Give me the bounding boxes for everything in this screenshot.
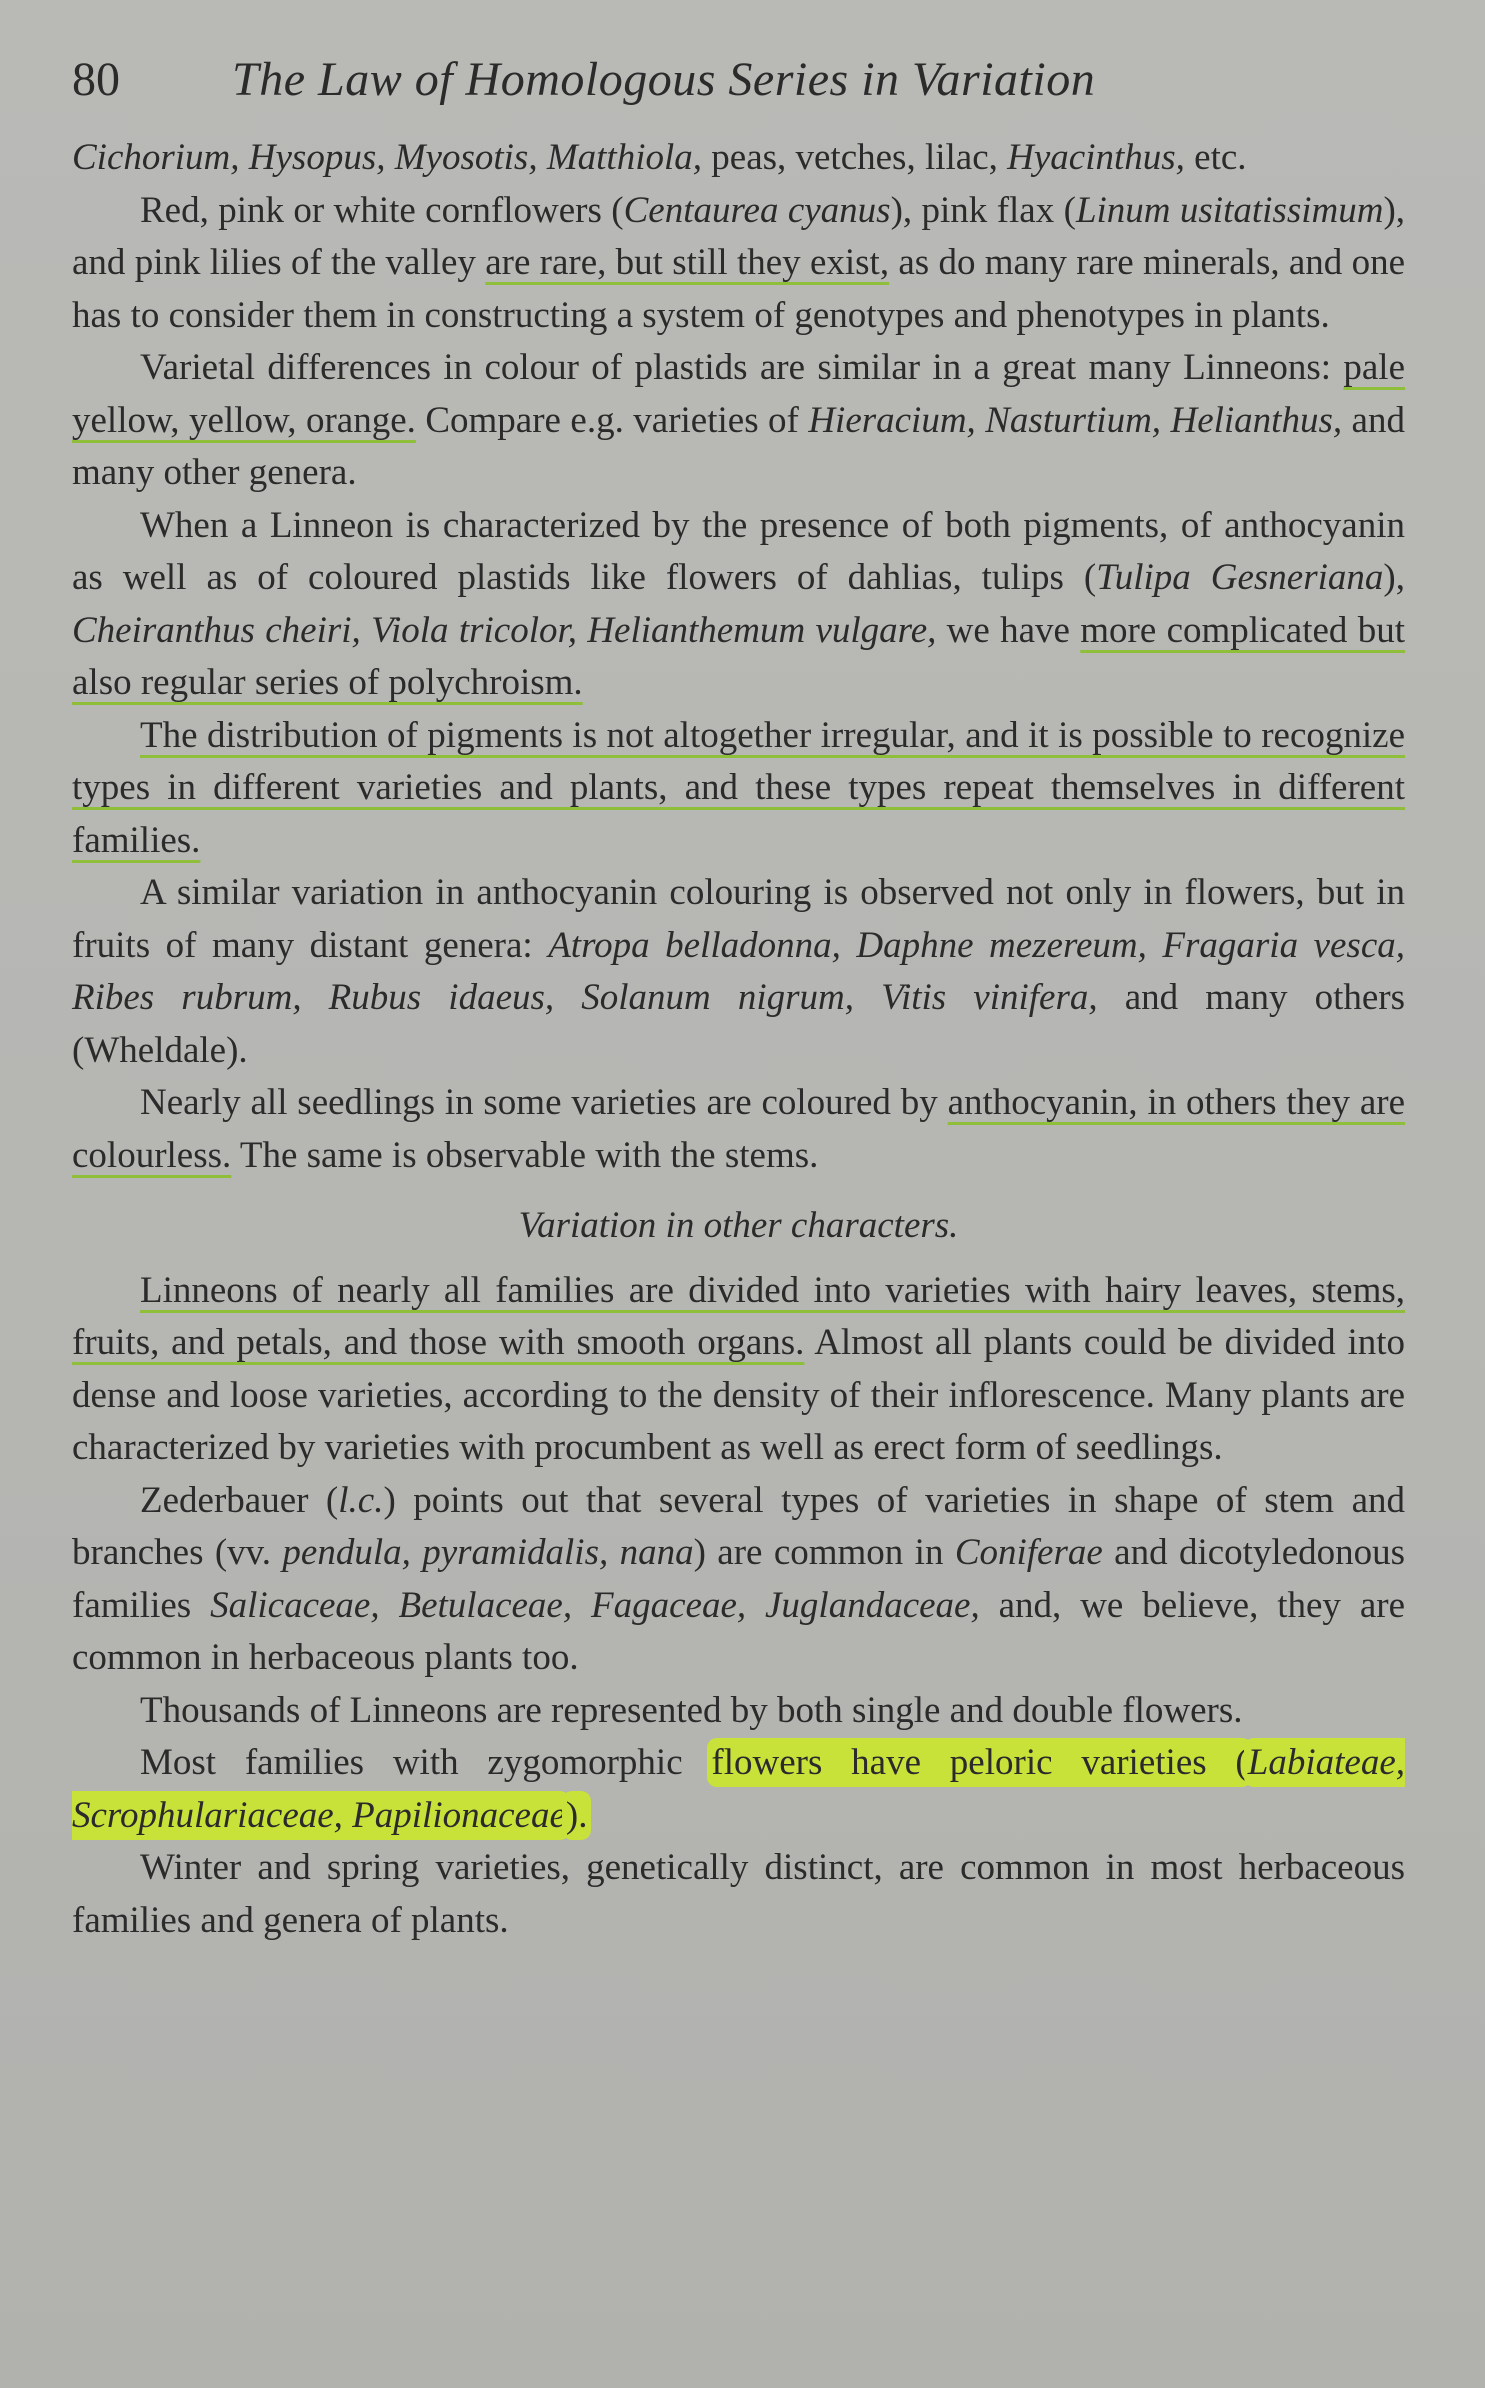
text-segment: and, we believe, they are common in herbaceous plants too.: [72, 1584, 1405, 1678]
text-segment: and dicotyledonous families: [72, 1532, 1406, 1626]
paragraph-p1: [72, 132, 1405, 185]
text-segment: Cheiranthus cheiri, Viola tricolor, Helianthemum vulgare,: [72, 609, 937, 651]
text-segment: A similar variation in anthocyanin colouring is observed not only in flowers, but in fruits of many distant genera:: [72, 872, 1405, 966]
text-segment: anthocyanin, in others they are colourless.: [72, 1082, 1405, 1176]
text-segment: Hieracium, Nasturtium, Helianthus,: [808, 399, 1343, 441]
text-segment: Tulipa Gesneriana: [1096, 557, 1384, 598]
text-segment: and many others (Wheldale).: [72, 977, 1406, 1071]
body-text: [72, 132, 1405, 1947]
section-heading: Variation in other characters.: [518, 1205, 959, 1246]
text-segment: ) points out that several types of varieties in shape of stem and branches (vv.: [72, 1479, 1405, 1573]
text-segment: Labiateae, Scrophulariaceae, Papilionaceae: [72, 1742, 1405, 1836]
running-title: The Law of Homologous Series in Variation: [232, 53, 1096, 106]
paragraphs-part-2: [72, 1265, 1405, 1948]
text-segment: Varietal differences in colour of plastids are similar in a great many Linneons:: [140, 347, 1344, 388]
paragraph-p11: [72, 1737, 1405, 1842]
text-segment: Cichorium, Hysopus, Myosotis, Matthiola,: [72, 137, 703, 178]
text-segment: as do many rare minerals, and one has to consider them in constructing a system of genotypes and phenotypes in plants.: [72, 242, 1405, 336]
text-segment: pendula, pyramidalis, nana: [282, 1532, 694, 1573]
text-segment: ),: [1383, 557, 1405, 598]
text-segment: Compare e.g. varieties of: [415, 399, 809, 441]
text-segment: l.c.: [338, 1479, 384, 1521]
text-segment: and many other genera.: [72, 399, 1405, 493]
paragraph-p4: [72, 500, 1405, 710]
text-segment: ), and pink lilies of the valley: [72, 189, 1406, 283]
text-segment: are rare, but still they exist,: [485, 242, 890, 283]
page-header: [72, 52, 1405, 114]
text-segment: Zederbauer (: [140, 1479, 339, 1521]
text-segment: Thousands of Linneons are represented by both single and double flowers.: [140, 1689, 1243, 1731]
paragraph-p2: [72, 185, 1405, 343]
text-segment: flowers have peloric varieties (: [711, 1742, 1248, 1783]
text-segment: The distribution of pigments is not altogether irregular, and it is possible to recognize types in different varieties and plants, and these types repeat themselves in different families.: [72, 714, 1405, 861]
text-segment: Hyacinthus,: [1007, 137, 1185, 178]
text-segment: pale yellow, yellow, orange.: [72, 347, 1405, 441]
paragraph-p7: [72, 1077, 1405, 1182]
paragraph-p5: [72, 710, 1405, 868]
text-segment: Winter and spring varieties, genetically distinct, are common in most herbaceous families and genera of plants.: [72, 1847, 1405, 1941]
text-segment: ) are common in: [693, 1532, 955, 1573]
text-segment: Linneons of nearly all families are divided into varieties with hairy leaves, stems, fruits, and petals, and those with smooth organs.: [72, 1269, 1405, 1363]
text-segment: more complicated but also regular series of polychroism.: [72, 609, 1405, 703]
text-segment: Atropa belladonna, Daphne mezereum, Fragaria vesca, Ribes rubrum, Rubus idaeus, Solanum nigrum, Vitis vinifera,: [72, 924, 1406, 1018]
paragraph-p8: [72, 1265, 1405, 1475]
text-segment: etc.: [1184, 137, 1247, 178]
paragraph-p12: [72, 1842, 1405, 1947]
paragraph-p6: [72, 867, 1405, 1077]
text-segment: Nearly all seedlings in some varieties are coloured by: [140, 1082, 948, 1123]
text-segment: peas, vetches, lilac,: [702, 137, 1008, 178]
text-segment: Centaurea cyanus: [623, 189, 891, 231]
text-segment: Linum usitatissimum: [1075, 189, 1384, 231]
text-segment: Most families with zygomorphic: [140, 1742, 712, 1783]
paragraph-p10: [72, 1685, 1405, 1738]
text-segment: ), pink flax (: [890, 189, 1076, 231]
text-segment: we have: [936, 609, 1081, 651]
text-segment: Coniferae: [954, 1532, 1103, 1573]
text-segment: When a Linneon is characterized by the presence of both pigments, of anthocyanin as well as of coloured plastids like flowers of dahlias, tulips (: [72, 504, 1405, 598]
page-number: 80: [72, 53, 120, 106]
paragraph-p3: [72, 342, 1405, 500]
paragraph-p9: [72, 1475, 1405, 1685]
text-segment: Salicaceae, Betulaceae, Fagaceae, Juglandaceae,: [210, 1584, 980, 1626]
text-segment: Almost all plants could be divided into dense and loose varieties, according to the density of their inflorescence. Many plants are characterized by varieties with procumbent as well as erect form of seedlings.: [72, 1322, 1406, 1468]
text-segment: The same is observable with the stems.: [231, 1134, 819, 1176]
text-segment: Red, pink or white cornflowers (: [140, 189, 624, 231]
text-segment: ).: [565, 1794, 588, 1836]
paragraphs-part-1: [72, 132, 1405, 1182]
